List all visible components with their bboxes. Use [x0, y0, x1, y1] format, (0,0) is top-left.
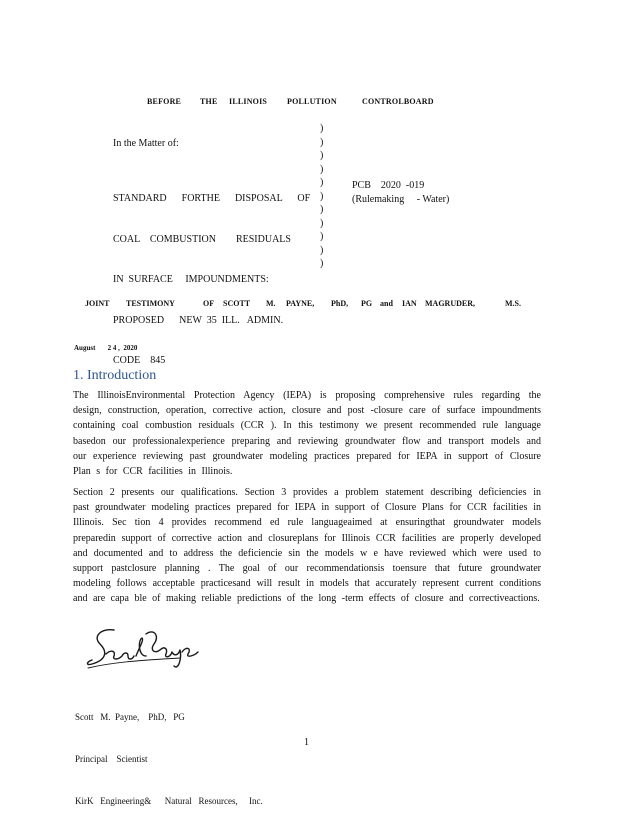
header-illinois: ILLINOIS — [229, 97, 268, 106]
paren: ) — [320, 258, 324, 269]
header-the: THE — [200, 97, 218, 106]
intro-paragraph-2: Section 2 presents our qualifications. Section 3 provides a problem statement describing deficiencies in past groundwater modeling practices prepared for IEPA in support of Closure Plans for CCR facilities in Illinois. Sec tion 4 provides recommend ed rule languageaimed at ensuringthat groundwater models preparedin support of corrective action and closureplans for Illinois CCR facilities are properly developed and documented and to address the deficiencie sin the models w e have reviewed which were used to support pastclosure planning . The goal of our recommendationsis toensure that future groundwater modeling follows acceptable practicesand will result in models that accurately represent current conditions and are capa ble of making reliable predictions of the long -term effects of closure and correctiveactions. — [73, 487, 541, 605]
intro-paragraph-1: The IllinoisEnvironmental Protection Agency (IEPA) is proposing comprehensive rules regarding the design, construction, operation, corrective action, closure and post -closure care of surface impoundments containing coal combustion residuals (CCR ). In this testimony we present recommended rule language basedon our professionalexperience preparing and reviewing groundwater flow and transport models and our experience reviewing past groundwater modeling practices prepared for IEPA in support of Closure Plan s for CCR facilities in Illinois. — [73, 390, 541, 478]
paren: ) — [320, 177, 324, 188]
standard-title — [113, 165, 310, 381]
paren: ) — [320, 231, 324, 242]
signer-company: KirK Engineering& Natural Resources, Inc. — [75, 796, 263, 806]
testimony-phd: PhD, — [331, 299, 349, 308]
paren: ) — [320, 217, 324, 229]
header-before: BEFORE — [147, 97, 182, 106]
testimony-of: OF — [203, 299, 215, 308]
testimony-payne: PAYNE, — [286, 299, 315, 308]
paren: ) — [320, 136, 324, 148]
standard-line: STANDARD FORTHE DISPOSAL OF — [113, 193, 311, 204]
document-date: August 2 4 , 2020 — [74, 344, 138, 352]
signature-block — [75, 682, 263, 822]
signer-name: Scott M. Payne, PhD, PG — [75, 712, 185, 722]
paren: ) — [320, 190, 324, 202]
standard-line: CODE 845 — [113, 355, 166, 366]
in-the-matter: In the Matter of: — [113, 138, 179, 149]
testimony-magruder: MAGRUDER, — [425, 299, 475, 308]
paren: ) — [320, 123, 324, 134]
section-title: 1. Introduction — [73, 368, 157, 383]
paren: ) — [320, 163, 324, 175]
standard-line: PROPOSED NEW 35 ILL. ADMIN. — [113, 314, 284, 326]
header-controlboard: CONTROLBOARD — [362, 97, 434, 106]
testimony-ian: IAN — [402, 299, 417, 308]
paren-column — [320, 122, 323, 271]
page-number: 1 — [304, 737, 309, 748]
paren: ) — [320, 204, 324, 215]
header-pollution: POLLUTION — [287, 97, 337, 106]
testimony-m: M. — [266, 299, 276, 308]
testimony-testimony: TESTIMONY — [126, 299, 175, 308]
standard-line: IN SURFACE IMPOUNDMENTS: — [113, 274, 269, 285]
paren: ) — [320, 150, 324, 161]
testimony-scott: SCOTT — [223, 299, 251, 308]
testimony-ms: M.S. — [505, 299, 521, 308]
case-number: PCB 2020 -019 — [352, 180, 425, 191]
testimony-pg: PG — [361, 299, 373, 308]
standard-line: COAL COMBUSTION RESIDUALS — [113, 233, 291, 245]
testimony-and: and — [380, 299, 393, 308]
signer-title: Principal Scientist — [75, 754, 148, 764]
testimony-joint: JOINT — [85, 299, 110, 308]
case-type: (Rulemaking - Water) — [352, 194, 450, 205]
paren: ) — [320, 244, 324, 256]
signature-image — [84, 626, 204, 672]
